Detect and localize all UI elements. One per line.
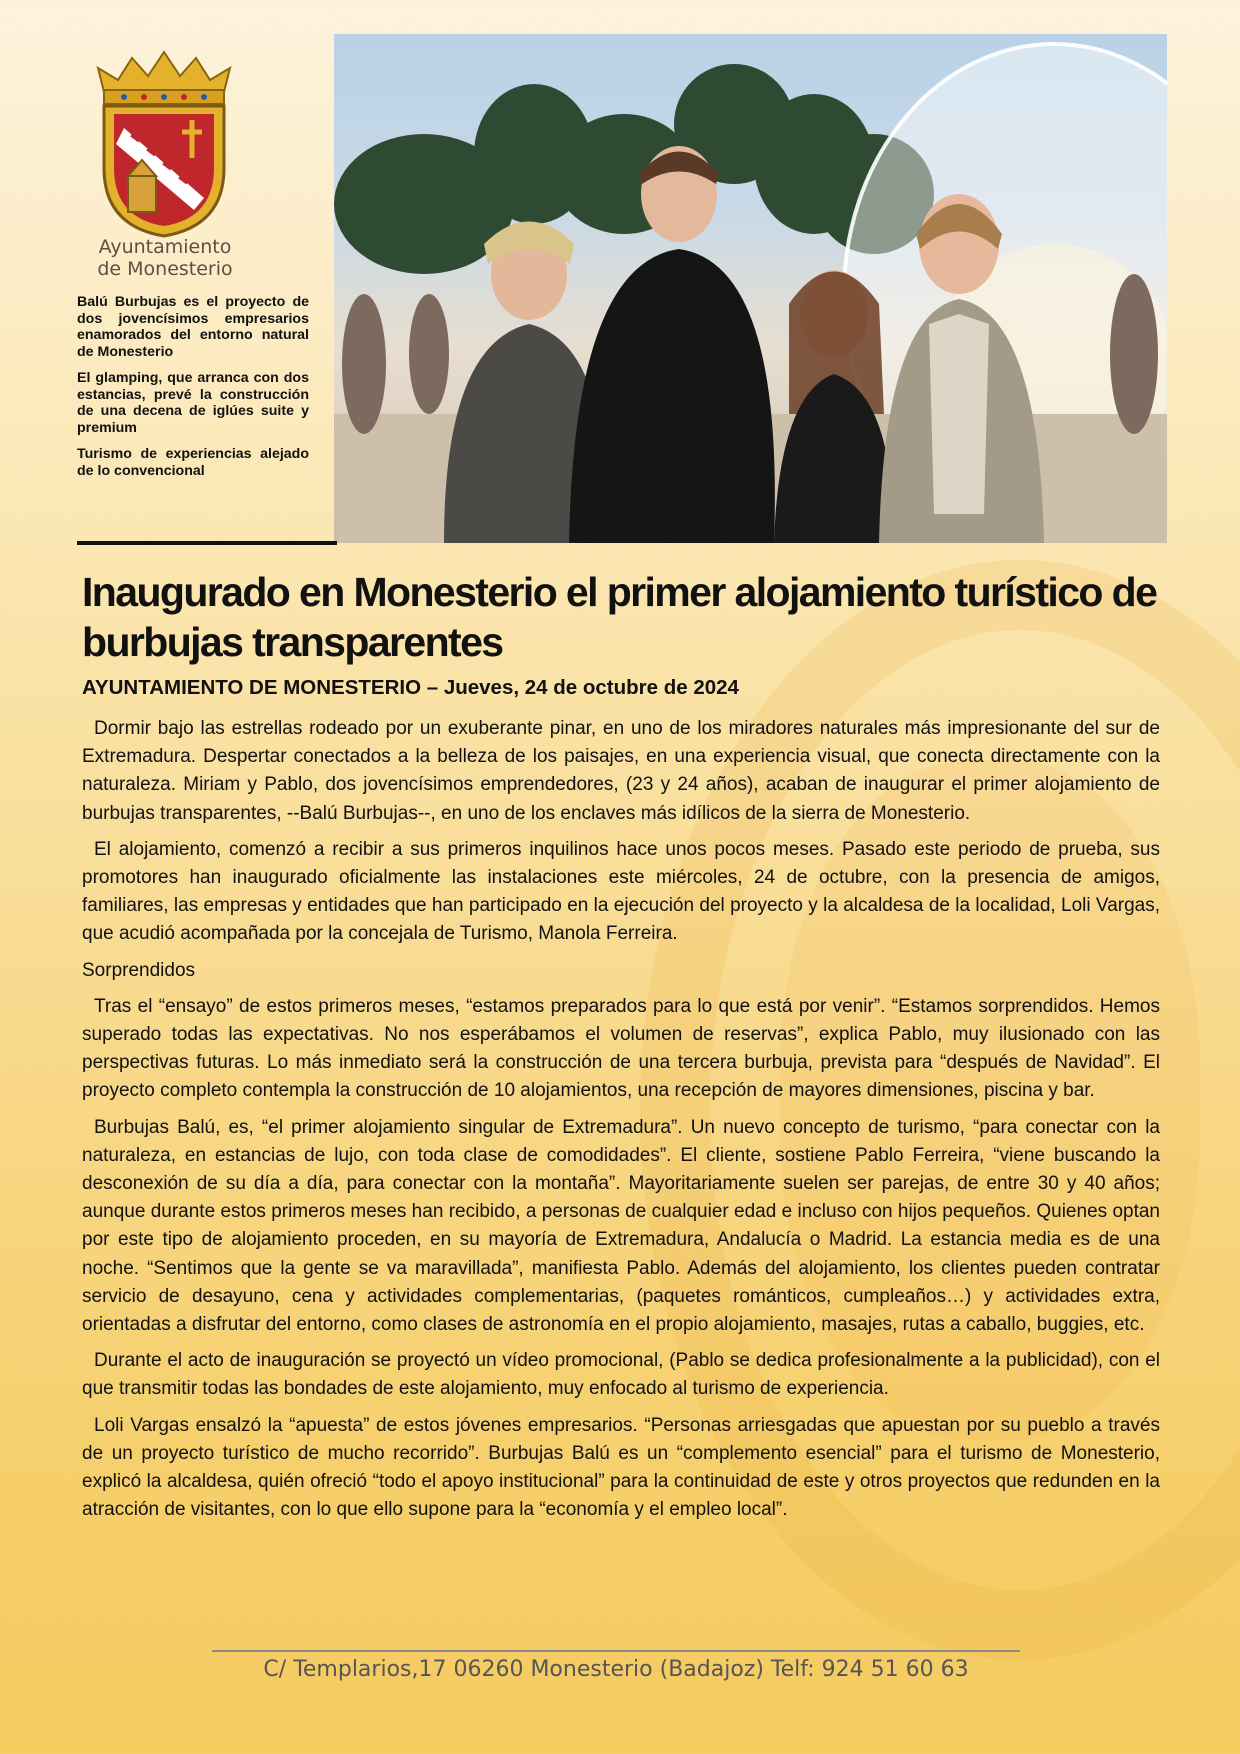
article-body — [82, 715, 1160, 1532]
article-paragraph: Burbujas Balú, es, “el primer alojamiento singular de Extremadura”. Un nuevo concepto de turismo, “para conectar con la naturaleza, en estancias de lujo, con toda clase de comodidades”. El cliente, sostiene Pablo Ferreira, “viene buscando la desconexión de su día a día, para conectar con la montaña”. Mayoritariamente suelen ser parejas, de entre 30 y 40 años; aunque durante estos primeros meses han recibido, a personas de cualquier edad e incluso con hijos pequeños. Quienes optan por este tipo de alojamiento proceden, en su mayoría de Extremadura, Andalucía o Madrid. La estancia media es de una noche. “Sentimos que la gente se va maravillada”, manifiesta Pablo. Además del alojamiento, los clientes pueden contratar servicio de desayuno, cena y actividades complementarias, (paquetes románticos, cumpleaños…) y actividades extra, orientadas a disfrutar del entorno, como clases de astronomía en el propio alojamiento, masajes, rutas a caballo, buggies, etc. — [82, 1116, 1160, 1336]
event-photo — [334, 34, 1167, 543]
article-paragraph: Loli Vargas ensalzó la “apuesta” de estos jóvenes empresarios. “Personas arriesgadas que apuestan por su pueblo a través de un proyecto turístico de mucho recorrido”. Burbujas Balú es un “complemento esencial” para el turismo de Monesterio, explicó la alcaldesa, quién ofreció “todo el apoyo institucional” para la continuidad de este y otros proyectos que redunden en la atracción de visitantes, con lo que ello supone para la “economía y el empleo local”. — [82, 1414, 1160, 1521]
article-paragraph: El alojamiento, comenzó a recibir a sus primeros inquilinos hace unos pocos meses. Pasado este periodo de prueba, sus promotores han inaugurado oficialmente las instalaciones este miércoles, 24 de octubre, con la presencia de amigos, familiares, las empresas y entidades que han participado en la ejecución del proyecto y la alcaldesa de la localidad, Loli Vargas, que acudió acompañada por la concejala de Turismo, Manola Ferreira. — [82, 838, 1160, 945]
footer-divider — [212, 1650, 1020, 1652]
article-paragraph: Dormir bajo las estrellas rodeado por un exuberante pinar, en uno de los miradores naturales más impresionante del sur de Extremadura. Despertar conectados a la belleza de los paisajes, en una experiencia visual, que conecta directamente con la naturaleza. Miriam y Pablo, dos jovencísimos emprendedores, (23 y 24 años), acaban de inaugurar el primer alojamiento de burbujas transparentes, --Balú Burbujas--, en uno de los enclaves más idílicos de la sierra de Monesterio. — [82, 718, 1160, 824]
article-paragraph: Durante el acto de inauguración se proyectó un vídeo promocional, (Pablo se dedica profesionalmente a la publicidad), con el que transmitir todas las bondades de este alojamiento, muy enfocado al turismo de experiencia. — [82, 1350, 1160, 1400]
article-subheading: Sorprendidos — [82, 959, 196, 981]
logo-name-line2: de Monesterio — [97, 258, 233, 280]
highlights-list — [77, 294, 309, 489]
highlight-item: Balú Burbujas es el proyecto de dos jovencísimos empresarios enamorados del entorno natural de Monesterio — [77, 294, 309, 360]
logo-name-line1: Ayuntamiento — [98, 236, 232, 258]
section-divider — [77, 541, 337, 545]
logo-caption — [80, 236, 250, 280]
article-paragraph: Tras el “ensayo” de estos primeros meses, “estamos preparados para lo que está por venir”. “Estamos sorprendidos. Hemos superado todas las expectativas. No nos esperábamos el volumen de reservas”, explica Pablo, muy ilusionado con las perspectivas futuras. Lo más inmediato será la construcción de una tercera burbuja, prevista para “después de Navidad”. El proyecto completo contempla la construcción de 10 alojamientos, una recepción de mayores dimensiones, piscina y bar. — [82, 995, 1160, 1102]
footer-address: C/ Templarios,17 06260 Monesterio (Badajoz) Telf: 924 51 60 63 — [263, 1657, 969, 1682]
byline: AYUNTAMIENTO DE MONESTERIO – Jueves, 24 de octubre de 2024 — [82, 676, 739, 699]
highlight-item: El glamping, que arranca con dos estancias, prevé la construcción de una decena de iglúes suite y premium — [77, 370, 309, 436]
highlight-item: Turismo de experiencias alejado de lo convencional — [77, 446, 309, 479]
headline: Inaugurado en Monesterio el primer alojamiento turístico de burbujas transparentes — [82, 569, 1157, 665]
